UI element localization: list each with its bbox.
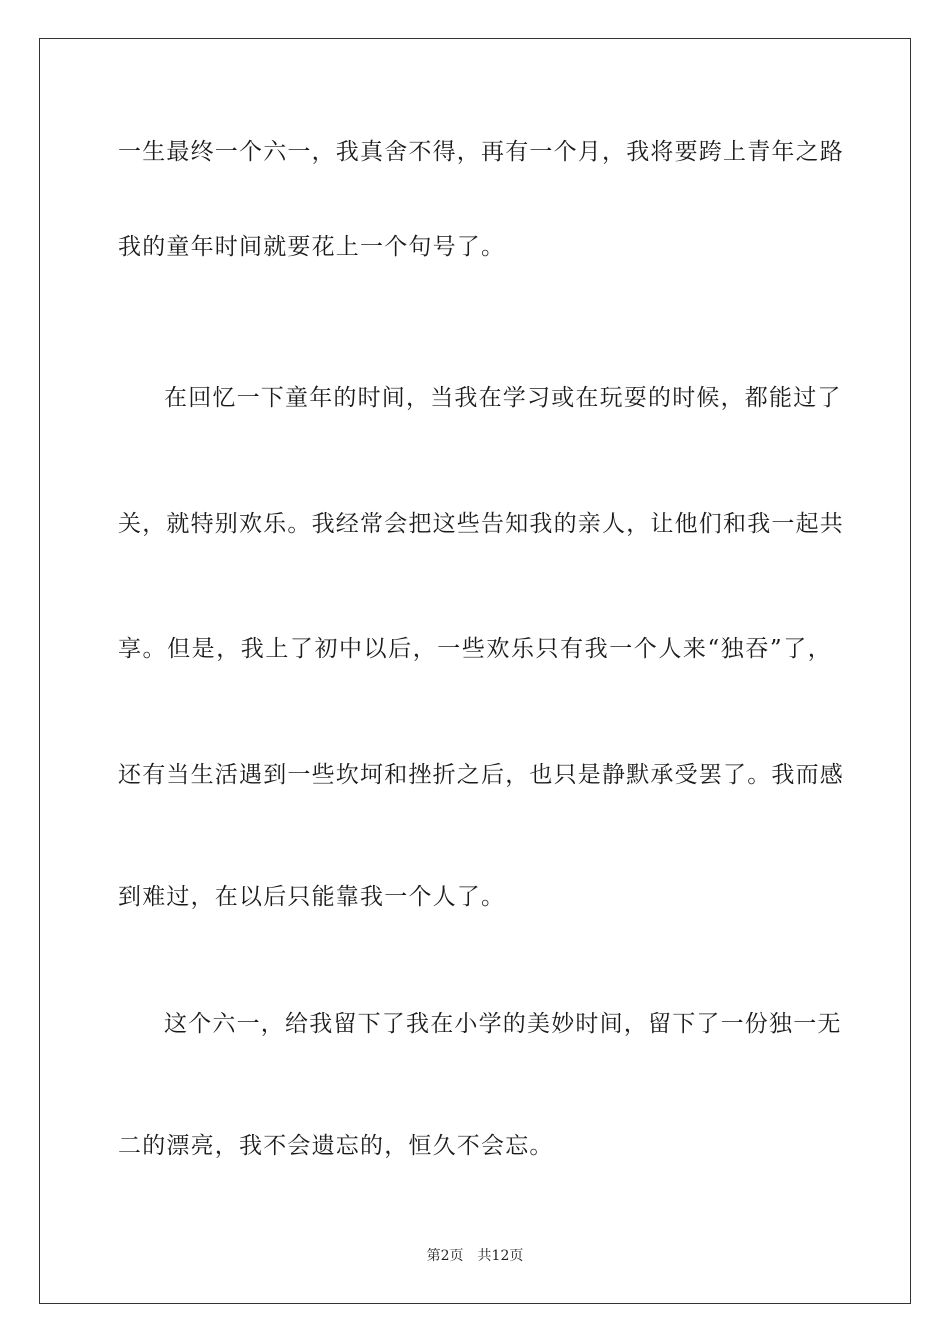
text-line: 到难过，在以后只能靠我一个人了。 <box>118 884 506 910</box>
page-border <box>39 38 911 1304</box>
text-line: 一生最终一个六一，我真舍不得，再有一个月，我将要跨上青年之路 <box>118 139 844 165</box>
page-total: 共12页 <box>477 1248 524 1264</box>
text-line: 这个六一，给我留下了我在小学的美妙时间，留下了一份独一无 <box>164 1011 842 1037</box>
page-footer <box>0 1246 950 1266</box>
text-line: 享。但是，我上了初中以后，一些欢乐只有我一个人来“独吞”了， <box>118 636 832 662</box>
text-line: 在回忆一下童年的时间，当我在学习或在玩耍的时候，都能过了 <box>164 385 842 411</box>
text-line: 还有当生活遇到一些坎坷和挫折之后，也只是静默承受罢了。我而感 <box>118 762 844 788</box>
text-line: 关，就特别欢乐。我经常会把这些告知我的亲人，让他们和我一起共 <box>118 511 844 537</box>
text-line: 二的漂亮，我不会遗忘的，恒久不会忘。 <box>118 1133 554 1159</box>
page-number: 第2页 <box>426 1248 464 1264</box>
text-line: 我的童年时间就要花上一个句号了。 <box>118 234 506 260</box>
